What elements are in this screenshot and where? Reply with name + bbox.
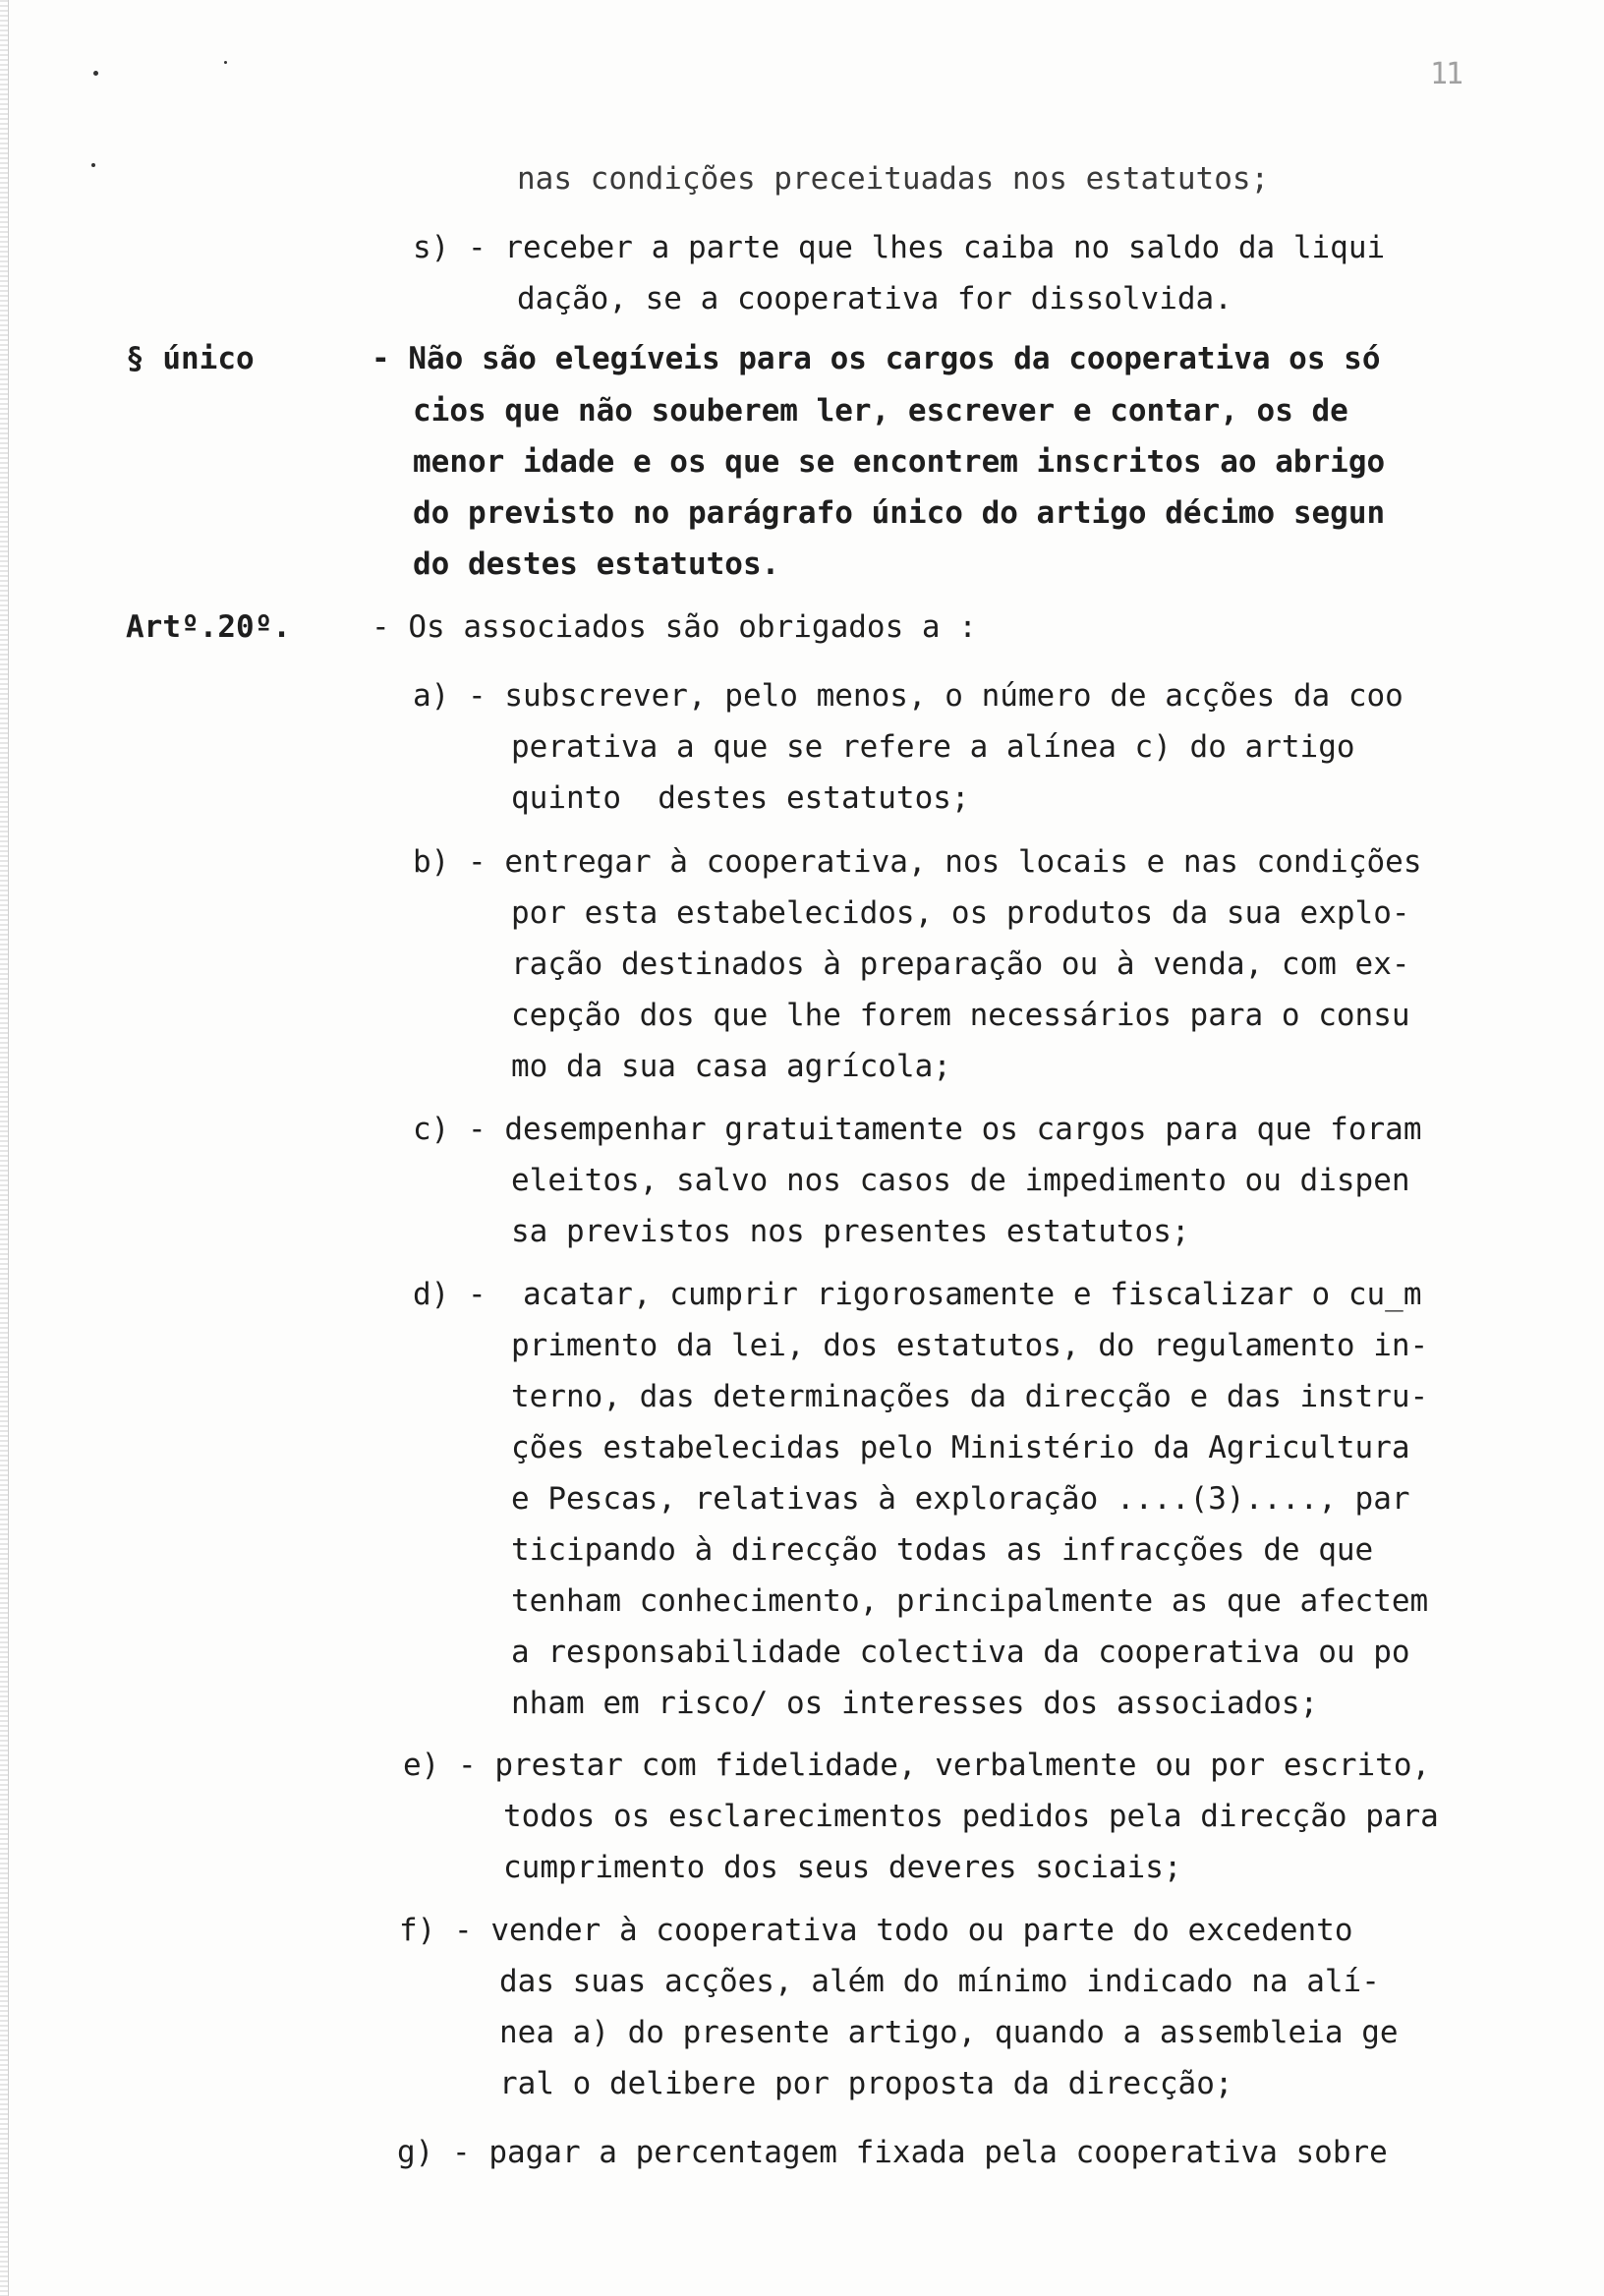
text-line: e) - prestar com fidelidade, verbalmente ou por escrito, — [403, 1748, 1431, 1783]
text-line: d) - acatar, cumprir rigorosamente e fiscalizar o cu_m — [413, 1277, 1422, 1312]
text-line: nas condições preceituadas nos estatutos; — [517, 161, 1270, 197]
text-line: e Pescas, relativas à exploração ....(3)...., par — [511, 1481, 1410, 1517]
text-line: ral o delibere por proposta da direcção; — [499, 2066, 1233, 2101]
speck — [224, 61, 227, 64]
article-label: Artº.20º. — [126, 609, 291, 645]
text-line: perativa a que se refere a alínea c) do artigo — [511, 729, 1355, 765]
text-line: g) - pagar a percentagem fixada pela cooperativa sobre — [397, 2135, 1388, 2170]
text-line: menor idade e os que se encontrem inscritos ao abrigo — [413, 444, 1386, 480]
text-line: ração destinados à preparação ou à venda, com ex- — [511, 947, 1410, 982]
text-line: nea a) do presente artigo, quando a assembleia ge — [499, 2015, 1399, 2050]
text-line: eleitos, salvo nos casos de impedimento ou dispen — [511, 1163, 1410, 1198]
text-line: todos os esclarecimentos pedidos pela direcção para — [503, 1799, 1439, 1834]
text-line: sa previstos nos presentes estatutos; — [511, 1214, 1190, 1249]
text-line: mo da sua casa agrícola; — [511, 1049, 951, 1084]
text-line: nham em risco/ os interesses dos associados; — [511, 1686, 1319, 1721]
speck — [93, 71, 98, 76]
text-line: das suas acções, além do mínimo indicado na alí- — [499, 1964, 1380, 1999]
text-line: cepção dos que lhe forem necessários para o consu — [511, 998, 1410, 1033]
text-line: ticipando à direcção todas as infracções de que — [511, 1532, 1374, 1568]
speck — [91, 163, 95, 167]
text-line: dação, se a cooperativa for dissolvida. — [517, 281, 1232, 316]
text-line: terno, das determinações da direcção e das instru- — [511, 1379, 1429, 1414]
page-number: 11 — [1430, 57, 1462, 91]
text-line: a) - subscrever, pelo menos, o número de acções da coo — [413, 678, 1404, 714]
binding-margin — [0, 0, 9, 2296]
text-line: por esta estabelecidos, os produtos da sua explo- — [511, 895, 1410, 931]
text-line: a responsabilidade colectiva da cooperativa ou po — [511, 1635, 1410, 1670]
text-line: do previsto no parágrafo único do artigo décimo segun — [413, 495, 1386, 531]
text-line: quinto destes estatutos; — [511, 780, 970, 816]
text-line: b) - entregar à cooperativa, nos locais e nas condições — [413, 844, 1422, 880]
text-line: - Não são elegíveis para os cargos da cooperativa os só — [372, 341, 1381, 376]
text-line: - Os associados são obrigados a : — [372, 609, 977, 645]
text-line: s) - receber a parte que lhes caiba no saldo da liqui — [413, 230, 1386, 265]
text-line: do destes estatutos. — [413, 546, 780, 582]
paragraph-label: § único — [126, 341, 255, 376]
text-line: c) - desempenhar gratuitamente os cargos para que foram — [413, 1112, 1422, 1147]
text-line: cumprimento dos seus deveres sociais; — [503, 1850, 1182, 1885]
text-line: ções estabelecidas pelo Ministério da Agricultura — [511, 1430, 1410, 1465]
text-line: tenham conhecimento, principalmente as que afectem — [511, 1583, 1429, 1619]
text-line: primento da lei, dos estatutos, do regulamento in- — [511, 1328, 1429, 1363]
text-line: cios que não souberem ler, escrever e contar, os de — [413, 393, 1348, 429]
text-line: f) - vender à cooperativa todo ou parte do excedento — [399, 1913, 1353, 1948]
